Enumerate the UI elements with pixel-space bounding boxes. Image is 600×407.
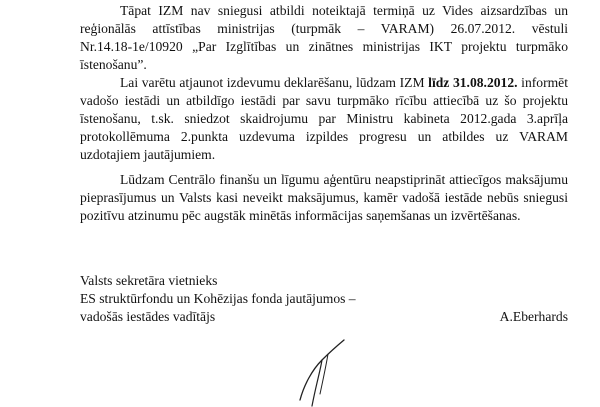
paragraph-line: Tāpat IZM nav sniegusi atbildi noteiktajā termiņā uz Vides aizsardzības un xyxy=(120,3,568,18)
paragraph-line: protokollēmuma 2.punkta uzdevuma izpildes progresu un atbildes uz VARAM xyxy=(80,129,568,144)
paragraph-line-with-deadline xyxy=(80,74,568,92)
handwritten-signature xyxy=(282,330,362,407)
paragraph-line: Lūdzam Centrālo finanšu un līgumu aģentūru neapstiprināt attiecīgos maksājumu xyxy=(120,172,568,187)
paragraph-payment-request xyxy=(80,171,568,225)
paragraph-declaration-request xyxy=(80,74,568,164)
paragraph-line: uzdotajiem jautājumiem. xyxy=(80,147,216,162)
text-before-deadline: Lai varētu atjaunot izdevumu deklarēšanu, lūdzam IZM xyxy=(120,75,429,90)
paragraph-line: reģionālās attīstības ministrijas (turpmāk – VARAM) 26.07.2012. vēstuli xyxy=(80,21,568,36)
paragraph-line: pieprasījumus un Valsts kasi neveikt maksājumus, kamēr vadošā iestāde nebūs sniegusi xyxy=(80,190,568,205)
paragraph-line: vadošo iestādi un atbildīgo iestādi par savu turpmāko rīcību attiecībā uz šo projektu xyxy=(80,93,568,108)
paragraph-izm-response xyxy=(80,2,568,74)
paragraph-line: pozitīvu atzinumu pēc augstāk minētās informācijas saņemšanas un izvērtēšanas. xyxy=(80,208,521,223)
signer-name: A.Eberhards xyxy=(499,309,568,324)
deadline-text: līdz 31.08.2012. xyxy=(428,75,518,90)
signatory-title-line: ES struktūrfondu un Kohēzijas fonda jautājumos – xyxy=(80,291,356,306)
signatory-title-line: Valsts sekretāra vietnieks xyxy=(80,273,218,288)
signatory-title-block xyxy=(80,272,356,326)
text-after-deadline: informēt xyxy=(517,75,568,90)
paragraph-line: Nr.14.18-1e/10920 „Par Izglītības un zinātnes ministrijas IKT projektu turpmāko xyxy=(80,39,568,54)
paragraph-line: īstenošanu, t.sk. sniedzot skaidrojumu par Ministru kabineta 2012.gada 3.aprīļa xyxy=(80,111,568,126)
signatory-title-line: vadošās iestādes vadītājs xyxy=(80,309,216,324)
paragraph-line: īstenošanu”. xyxy=(80,57,147,72)
